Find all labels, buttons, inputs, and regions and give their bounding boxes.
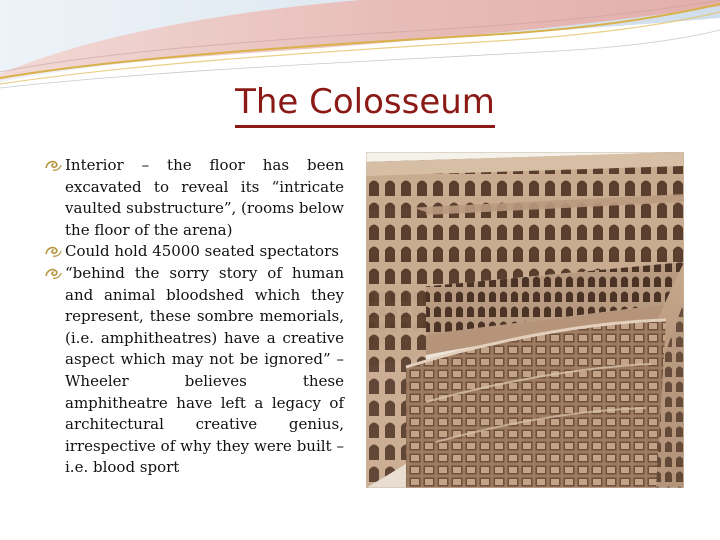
swirl-bullet-icon (44, 158, 62, 173)
bullet-item (44, 155, 344, 241)
bullet-text: “behind the sorry story of human and animal bloodshed which they represent, these sombre memorials, (i.e. amphitheatres) have a creative aspect which may not be ignored” – Wheeler believes these amphitheatre have left a legacy of architectural creative genius, irrespective of why they were built – i.e. blood sport (65, 263, 344, 477)
bullet-item (44, 263, 344, 479)
swirl-bullet-icon (44, 266, 62, 281)
bullet-text: Interior – the floor has been excavated to reveal its “intricate vaulted substructure”, (rooms below the floor of the arena) (65, 156, 344, 239)
bullet-list (44, 155, 344, 479)
swirl-bullet-icon (44, 244, 62, 259)
bullet-item (44, 241, 344, 263)
slide-title-text: The Colosseum (235, 80, 495, 128)
bullet-text: Could hold 45000 seated spectators (65, 242, 339, 261)
slide-title (0, 80, 720, 128)
colosseum-interior-photo (366, 152, 684, 488)
